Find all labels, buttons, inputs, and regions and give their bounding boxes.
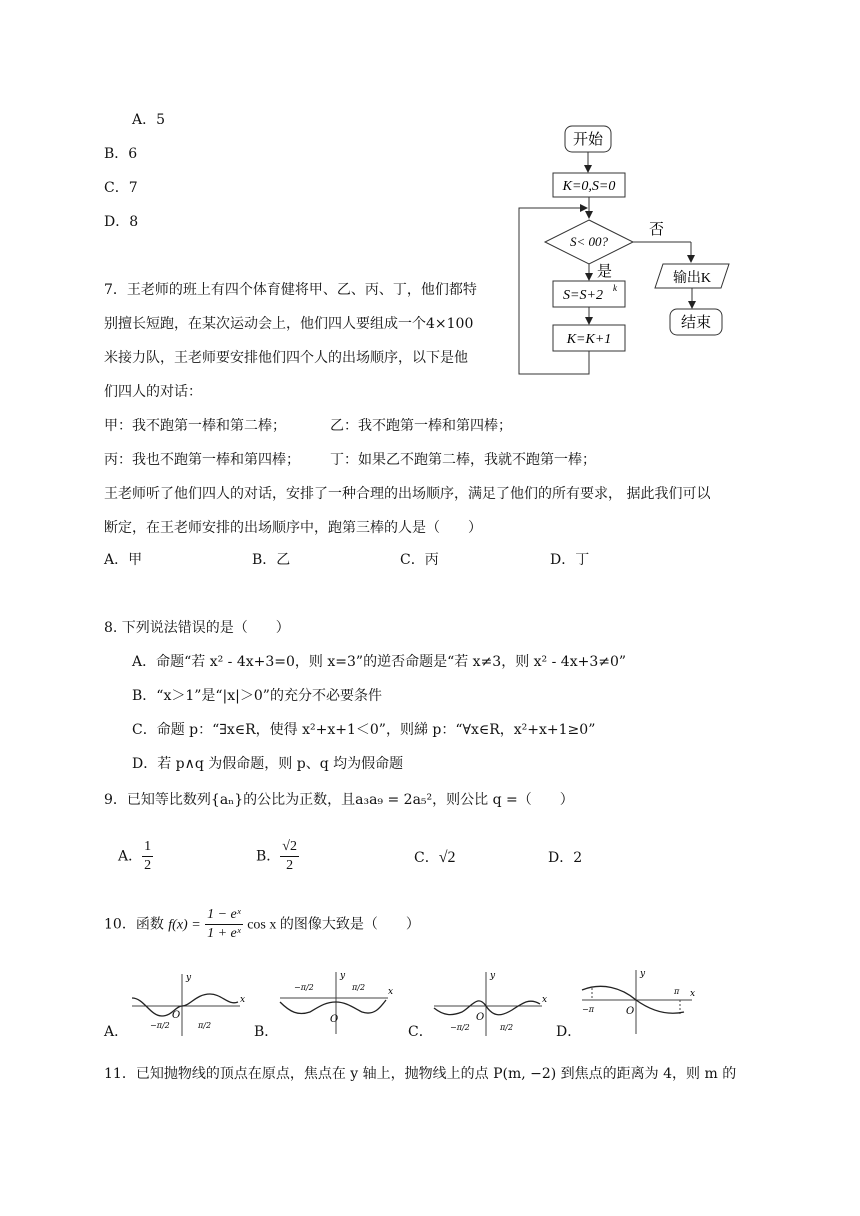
q10-graph-b — [276, 968, 396, 1040]
q9-option-d: D．2 — [548, 850, 583, 866]
q8-option-c: C．命题 p：“∃x∈R，使得 x²+x+1＜0”，则綈 p：“∀x∈R，x²+x+1≥0” — [132, 722, 596, 738]
q6-option-b: B．6 — [104, 146, 138, 162]
svg-text:x: x — [690, 989, 696, 999]
q8-option-a: A．命题“若 x² - 4x+3=0，则 x=3”的逆否命题是“若 x≠3，则 x² - 4x+3≠0” — [132, 654, 627, 670]
q7-yi: 乙：我不跑第一棒和第四棒； — [330, 418, 512, 434]
q10-label-a: A． — [104, 1024, 129, 1040]
q7-ding: 丁：如果乙不跑第二棒，我就不跑第一棒； — [330, 452, 596, 468]
svg-text:O: O — [626, 1006, 635, 1017]
q10-den: 1 + eˣ — [207, 926, 241, 941]
q10-num: 1 − eˣ — [205, 906, 243, 925]
q10-label-c: C． — [408, 1024, 433, 1040]
q6-option-c: C．7 — [104, 180, 138, 196]
flow-output-text: 输出K — [672, 271, 712, 286]
svg-text:O: O — [330, 1014, 339, 1025]
q6-option-a: A．5 — [132, 112, 166, 128]
flowchart — [515, 118, 755, 380]
q8-option-b: B．“x＞1”是“|x|＞0”的充分不必要条件 — [132, 688, 382, 704]
q10-graph-c — [430, 968, 550, 1040]
flow-start-text: 开始 — [572, 132, 604, 148]
svg-text:−π/2: −π/2 — [150, 1021, 170, 1030]
flow-update-s-text: S=S+2 — [563, 288, 603, 303]
svg-text:−π/2: −π/2 — [450, 1023, 470, 1032]
q9-a-den: 2 — [144, 858, 152, 873]
q7-bing: 丙：我也不跑第一棒和第四棒； — [104, 452, 300, 468]
q8-option-d: D．若 p∧q 为假命题，则 p、q 均为假命题 — [132, 756, 404, 772]
svg-text:y: y — [186, 973, 192, 983]
svg-text:π: π — [674, 987, 680, 996]
svg-text:O: O — [476, 1012, 485, 1023]
svg-text:x: x — [388, 987, 394, 997]
q10-label-b: B． — [254, 1024, 279, 1040]
svg-text:x: x — [240, 995, 246, 1005]
q7-line-3: 米接力队，王老师要安排他们四个人的出场顺序，以下是他 — [104, 350, 468, 366]
q9-a-num: 1 — [142, 838, 153, 857]
q10-graph-a — [128, 968, 248, 1040]
q7-conclusion-1: 王老师听了他们四人的对话，安排了一种合理的出场顺序，满足了他们的所有要求， 据此我们可以 — [104, 486, 711, 502]
q7-jia: 甲：我不跑第一棒和第二棒； — [104, 418, 286, 434]
flow-init-text: K=0,S=0 — [562, 179, 616, 194]
q9-b-num: √2 — [280, 838, 299, 857]
q10-label-d: D． — [556, 1024, 582, 1040]
svg-text:y: y — [340, 971, 346, 981]
q7-line-2: 别擅长短跑，在某次运动会上，他们四人要组成一个4×100 — [104, 316, 474, 332]
q7-option-d: D．丁 — [550, 552, 590, 568]
svg-text:π/2: π/2 — [500, 1023, 514, 1032]
q8-stem: 8. 下列说法错误的是（ ） — [104, 620, 290, 636]
q7-option-b: B．乙 — [252, 552, 291, 568]
svg-text:O: O — [172, 1010, 181, 1021]
q9-option-a: A． $\frac{1}{2}$ — [118, 839, 152, 873]
q6-option-d: D．8 — [104, 214, 139, 230]
q7-line-4: 们四人的对话： — [104, 384, 202, 400]
q7-line-1: 7．王老师的班上有四个体育健将甲、乙、丙、丁，他们都特 — [104, 282, 477, 298]
flow-no-label: 否 — [649, 222, 665, 238]
flow-update-k-text: K=K+1 — [566, 332, 612, 347]
q10-stem: 10．函数 f(x) = $\frac{\text{1 − eˣ}}{\text{1 + eˣ}}$ cos x 的图像大致是（ ） — [104, 907, 420, 941]
q7-option-c: C．丙 — [400, 552, 439, 568]
flow-end-text: 结束 — [680, 315, 712, 331]
q9-b-den: 2 — [286, 858, 294, 873]
q7-conclusion-2: 断定，在王老师安排的出场顺序中，跑第三棒的人是（ ） — [104, 520, 482, 536]
svg-text:π/2: π/2 — [352, 983, 366, 992]
flow-update-s-exp: k — [613, 283, 617, 293]
q9-option-b: B． $\frac{√2}{2}$ — [256, 839, 297, 873]
svg-text:y: y — [490, 971, 496, 981]
q9-stem: 9．已知等比数列{aₙ}的公比为正数，且a₃a₉ = 2a₅²，则公比 q =（ ） — [104, 792, 574, 808]
svg-text:−π/2: −π/2 — [294, 983, 314, 992]
q11-stem: 11．已知抛物线的顶点在原点，焦点在 y 轴上，抛物线上的点 P(m, −2) 到焦点的距离为 4，则 m 的 — [104, 1066, 737, 1082]
flow-decision-text: S< 00? — [569, 234, 609, 249]
q10-graph-d — [578, 968, 698, 1040]
svg-text:−π: −π — [582, 1005, 594, 1014]
svg-text:x: x — [542, 995, 548, 1005]
svg-text:π/2: π/2 — [198, 1021, 212, 1030]
q9-option-c: C．√2 — [414, 849, 456, 866]
flow-yes-label: 是 — [597, 264, 613, 280]
q7-option-a: A．甲 — [104, 552, 143, 568]
svg-text:y: y — [640, 969, 646, 979]
